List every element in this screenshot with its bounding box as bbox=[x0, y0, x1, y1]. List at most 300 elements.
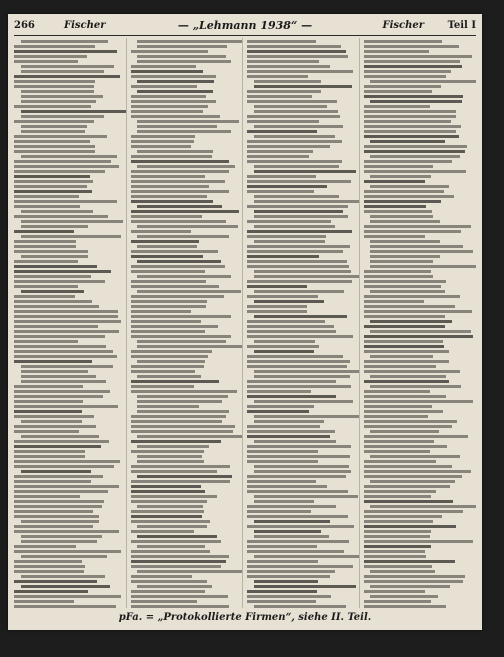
entry-line bbox=[21, 70, 104, 73]
entry-line bbox=[14, 335, 105, 338]
entry-line bbox=[364, 470, 471, 473]
entry-line bbox=[254, 465, 349, 468]
entry-line bbox=[137, 205, 222, 208]
running-header bbox=[14, 18, 476, 34]
entry-line bbox=[131, 215, 202, 218]
entry-line bbox=[247, 360, 350, 363]
entry-line bbox=[21, 90, 94, 93]
entry-line bbox=[131, 50, 209, 53]
entry-line bbox=[370, 385, 461, 388]
entry-line bbox=[247, 325, 334, 328]
entry-line bbox=[131, 295, 224, 298]
entry-line bbox=[247, 50, 346, 53]
entry-line bbox=[131, 110, 203, 113]
entry-column-3 bbox=[247, 38, 360, 608]
entry-column-2 bbox=[131, 38, 244, 608]
entry-line bbox=[247, 265, 349, 268]
entry-line bbox=[364, 395, 447, 398]
entry-line bbox=[364, 105, 430, 108]
entry-line bbox=[14, 515, 99, 518]
entry-line bbox=[247, 445, 351, 448]
entry-line bbox=[137, 60, 231, 63]
entry-line bbox=[131, 135, 196, 138]
entry-line bbox=[131, 310, 191, 313]
entry-line bbox=[14, 530, 119, 533]
entry-line bbox=[370, 355, 433, 358]
entry-line bbox=[21, 130, 86, 133]
entry-line bbox=[131, 210, 239, 213]
entry-line bbox=[247, 55, 348, 58]
entry-line bbox=[364, 545, 431, 548]
entry-line bbox=[137, 120, 239, 123]
entry-line bbox=[131, 430, 234, 433]
entry-line bbox=[137, 125, 217, 128]
entry-line bbox=[14, 45, 95, 48]
entry-line bbox=[21, 225, 89, 228]
entry-line bbox=[131, 355, 209, 358]
entry-line bbox=[364, 605, 447, 608]
entry-line bbox=[364, 85, 441, 88]
entry-line bbox=[14, 315, 118, 318]
entry-line bbox=[14, 410, 82, 413]
entry-line bbox=[370, 430, 439, 433]
entry-line bbox=[14, 480, 91, 483]
entry-line bbox=[364, 170, 467, 173]
entry-line bbox=[364, 540, 473, 543]
entry-line bbox=[364, 390, 430, 393]
entry-line bbox=[364, 580, 463, 583]
entry-line bbox=[247, 505, 336, 508]
entry-line bbox=[14, 415, 94, 418]
entry-line bbox=[254, 340, 315, 343]
entry-line bbox=[247, 150, 313, 153]
entry-line bbox=[247, 260, 347, 263]
entry-line bbox=[364, 485, 450, 488]
entry-line bbox=[364, 475, 462, 478]
entry-line bbox=[364, 345, 445, 348]
entry-line bbox=[131, 195, 208, 198]
entry-line bbox=[247, 480, 316, 483]
entry-line bbox=[14, 605, 116, 608]
entry-line bbox=[370, 375, 446, 378]
entry-line bbox=[14, 280, 105, 283]
entry-line bbox=[364, 590, 426, 593]
entry-line bbox=[131, 420, 223, 423]
entry-line bbox=[14, 490, 108, 493]
entry-line bbox=[247, 175, 316, 178]
entry-line bbox=[364, 200, 441, 203]
entry-line bbox=[137, 410, 229, 413]
page-number: 266 bbox=[14, 20, 35, 31]
entry-line bbox=[131, 380, 220, 383]
entry-line bbox=[14, 300, 92, 303]
entry-line bbox=[254, 520, 331, 523]
entry-line bbox=[254, 470, 351, 473]
entry-line bbox=[131, 425, 235, 428]
entry-line bbox=[21, 555, 108, 558]
entry-line bbox=[14, 150, 95, 153]
entry-line bbox=[364, 50, 429, 53]
entry-line bbox=[247, 385, 351, 388]
entry-line bbox=[247, 330, 336, 333]
entry-line bbox=[254, 290, 345, 293]
entry-line bbox=[370, 215, 433, 218]
entry-line bbox=[364, 435, 469, 438]
entry-line bbox=[14, 205, 80, 208]
entry-line bbox=[247, 560, 318, 563]
entry-line bbox=[247, 450, 318, 453]
entry-line bbox=[247, 345, 319, 348]
entry-line bbox=[247, 485, 327, 488]
entry-line bbox=[247, 40, 316, 43]
entry-line bbox=[131, 580, 208, 583]
entry-line bbox=[14, 185, 87, 188]
entry-line bbox=[247, 550, 344, 553]
entry-line bbox=[14, 295, 75, 298]
entry-line bbox=[254, 270, 351, 273]
entry-line bbox=[247, 100, 337, 103]
entry-line bbox=[21, 255, 89, 258]
entry-line bbox=[364, 125, 461, 128]
entry-line bbox=[131, 170, 230, 173]
footer-note: pFa. = „Protokollierte Firmen“, siehe II. Teil. bbox=[118, 612, 372, 623]
entry-line bbox=[247, 395, 336, 398]
entry-line bbox=[137, 505, 203, 508]
entry-line bbox=[131, 465, 231, 468]
entry-line bbox=[131, 565, 222, 568]
entry-line bbox=[14, 135, 107, 138]
entry-line bbox=[131, 450, 204, 453]
entry-line bbox=[137, 165, 234, 168]
entry-line bbox=[14, 325, 98, 328]
entry-line bbox=[254, 440, 336, 443]
entry-line bbox=[254, 420, 324, 423]
entry-columns bbox=[14, 38, 476, 608]
entry-line bbox=[364, 130, 457, 133]
header-section-label: Teil I bbox=[447, 20, 476, 31]
entry-line bbox=[254, 225, 335, 228]
entry-line bbox=[131, 280, 207, 283]
entry-line bbox=[14, 80, 95, 83]
entry-line bbox=[137, 340, 226, 343]
entry-line bbox=[364, 310, 472, 313]
entry-line bbox=[364, 160, 452, 163]
entry-line bbox=[370, 155, 460, 158]
entry-line bbox=[21, 95, 103, 98]
entry-line bbox=[21, 420, 82, 423]
entry-line bbox=[131, 105, 209, 108]
entry-line bbox=[131, 530, 195, 533]
entry-line bbox=[364, 65, 462, 68]
entry-line bbox=[131, 320, 201, 323]
entry-line bbox=[21, 210, 93, 213]
entry-line bbox=[247, 410, 309, 413]
entry-line bbox=[14, 350, 113, 353]
entry-line bbox=[247, 185, 327, 188]
entry-line bbox=[364, 495, 431, 498]
entry-line bbox=[131, 285, 220, 288]
entry-line bbox=[247, 525, 354, 528]
entry-line bbox=[364, 295, 460, 298]
entry-line bbox=[247, 120, 319, 123]
entry-line bbox=[21, 365, 113, 368]
entry-line bbox=[247, 45, 341, 48]
entry-line bbox=[14, 285, 78, 288]
entry-line bbox=[131, 365, 204, 368]
entry-line bbox=[14, 400, 83, 403]
entry-line bbox=[131, 515, 202, 518]
entry-line bbox=[247, 295, 318, 298]
entry-line bbox=[21, 375, 97, 378]
entry-line bbox=[14, 215, 108, 218]
entry-line bbox=[364, 555, 427, 558]
entry-line bbox=[137, 360, 205, 363]
entry-line bbox=[21, 470, 91, 473]
entry-line bbox=[137, 435, 243, 438]
entry-line bbox=[247, 515, 348, 518]
entry-line bbox=[364, 500, 454, 503]
entry-line bbox=[137, 395, 228, 398]
entry-line bbox=[364, 600, 431, 603]
entry-line bbox=[247, 190, 314, 193]
entry-line bbox=[370, 290, 445, 293]
entry-line bbox=[14, 405, 118, 408]
entry-line bbox=[247, 115, 340, 118]
entry-line bbox=[14, 445, 101, 448]
entry-line bbox=[364, 280, 447, 283]
entry-line bbox=[131, 370, 196, 373]
entry-line bbox=[247, 425, 320, 428]
entry-line bbox=[14, 595, 121, 598]
entry-line bbox=[370, 570, 435, 573]
entry-line bbox=[14, 495, 80, 498]
entry-line bbox=[14, 160, 111, 163]
entry-line bbox=[247, 230, 352, 233]
entry-line bbox=[131, 255, 203, 258]
entry-line bbox=[254, 215, 348, 218]
entry-line bbox=[254, 555, 360, 558]
entry-line bbox=[131, 555, 230, 558]
entry-line bbox=[21, 290, 85, 293]
entry-line bbox=[131, 265, 225, 268]
entry-line bbox=[131, 305, 207, 308]
entry-line bbox=[14, 195, 79, 198]
entry-line bbox=[21, 435, 100, 438]
entry-line bbox=[370, 260, 433, 263]
entry-line bbox=[247, 65, 330, 68]
entry-line bbox=[364, 285, 441, 288]
entry-line bbox=[14, 560, 82, 563]
entry-line bbox=[131, 160, 230, 163]
entry-line bbox=[364, 450, 430, 453]
entry-line bbox=[131, 605, 230, 608]
entry-line bbox=[131, 175, 205, 178]
entry-line bbox=[254, 165, 339, 168]
entry-line bbox=[14, 75, 120, 78]
entry-line bbox=[137, 445, 209, 448]
entry-line bbox=[364, 365, 437, 368]
entry-line bbox=[14, 580, 97, 583]
header-keyword-right: Fischer bbox=[382, 20, 424, 31]
entry-line bbox=[364, 340, 444, 343]
entry-line bbox=[370, 585, 450, 588]
entry-line bbox=[131, 270, 205, 273]
entry-line bbox=[14, 360, 92, 363]
entry-line bbox=[247, 595, 331, 598]
entry-line bbox=[370, 320, 452, 323]
entry-line bbox=[14, 275, 91, 278]
entry-line bbox=[247, 180, 351, 183]
entry-line bbox=[21, 585, 111, 588]
entry-line bbox=[254, 125, 344, 128]
entry-line bbox=[21, 380, 106, 383]
entry-line bbox=[364, 40, 442, 43]
entry-line bbox=[131, 330, 205, 333]
entry-line bbox=[364, 325, 446, 328]
entry-line bbox=[247, 70, 353, 73]
entry-line bbox=[21, 125, 88, 128]
entry-line bbox=[364, 305, 456, 308]
entry-line bbox=[247, 455, 350, 458]
entry-line bbox=[14, 250, 88, 253]
entry-line bbox=[247, 285, 307, 288]
entry-line bbox=[247, 320, 325, 323]
header-title: — „Lehmann 1938“ — bbox=[177, 19, 313, 32]
entry-line bbox=[137, 525, 207, 528]
entry-line bbox=[14, 55, 87, 58]
entry-line bbox=[131, 415, 226, 418]
entry-line bbox=[247, 540, 349, 543]
entry-line bbox=[14, 270, 111, 273]
entry-line bbox=[254, 375, 350, 378]
entry-line bbox=[131, 495, 218, 498]
header-keyword-left: Fischer bbox=[64, 20, 106, 31]
entry-line bbox=[254, 495, 358, 498]
entry-line bbox=[131, 220, 226, 223]
entry-line bbox=[21, 40, 109, 43]
entry-line bbox=[364, 315, 446, 318]
entry-line bbox=[137, 405, 199, 408]
entry-line bbox=[14, 395, 103, 398]
entry-line bbox=[364, 575, 466, 578]
entry-line bbox=[364, 380, 449, 383]
entry-line bbox=[131, 350, 212, 353]
entry-column-4 bbox=[364, 38, 477, 608]
entry-line bbox=[14, 390, 110, 393]
entry-line bbox=[247, 75, 308, 78]
entry-line bbox=[247, 335, 353, 338]
entry-line bbox=[14, 510, 93, 513]
entry-line bbox=[247, 565, 353, 568]
entry-line bbox=[370, 80, 476, 83]
entry-line bbox=[131, 590, 205, 593]
entry-line bbox=[14, 565, 85, 568]
entry-line bbox=[14, 545, 76, 548]
entry-line bbox=[370, 245, 463, 248]
entry-line bbox=[137, 80, 214, 83]
entry-line bbox=[131, 480, 231, 483]
entry-line bbox=[254, 585, 357, 588]
entry-line bbox=[14, 85, 94, 88]
entry-line bbox=[14, 460, 120, 463]
entry-line bbox=[21, 235, 122, 238]
entry-line bbox=[247, 255, 319, 258]
entry-line bbox=[364, 425, 452, 428]
entry-line bbox=[137, 150, 213, 153]
entry-line bbox=[247, 570, 335, 573]
entry-line bbox=[364, 370, 460, 373]
entry-line bbox=[364, 235, 426, 238]
entry-line bbox=[247, 475, 346, 478]
entry-line bbox=[131, 575, 192, 578]
entry-line bbox=[137, 400, 222, 403]
entry-line bbox=[254, 370, 360, 373]
entry-line bbox=[364, 525, 457, 528]
entry-line bbox=[131, 85, 198, 88]
entry-line bbox=[14, 175, 90, 178]
entry-line bbox=[364, 70, 451, 73]
entry-line bbox=[131, 190, 230, 193]
entry-line bbox=[364, 55, 472, 58]
entry-line bbox=[370, 140, 445, 143]
entry-line bbox=[131, 520, 211, 523]
entry-line bbox=[14, 190, 92, 193]
entry-line bbox=[364, 490, 437, 493]
entry-line bbox=[137, 290, 241, 293]
entry-line bbox=[364, 440, 435, 443]
entry-line bbox=[14, 170, 105, 173]
entry-line bbox=[131, 560, 226, 563]
entry-line bbox=[131, 500, 208, 503]
entry-line bbox=[14, 450, 85, 453]
entry-line bbox=[364, 75, 447, 78]
entry-line bbox=[14, 60, 78, 63]
entry-line bbox=[254, 275, 360, 278]
entry-line bbox=[14, 230, 74, 233]
entry-line bbox=[364, 445, 448, 448]
entry-line bbox=[364, 460, 437, 463]
entry-line bbox=[254, 415, 360, 418]
entry-line bbox=[254, 400, 354, 403]
entry-line bbox=[21, 370, 89, 373]
entry-line bbox=[364, 360, 449, 363]
entry-line bbox=[131, 240, 200, 243]
entry-line bbox=[247, 435, 330, 438]
entry-line bbox=[254, 195, 339, 198]
entry-line bbox=[137, 545, 205, 548]
entry-line bbox=[370, 505, 476, 508]
entry-line bbox=[370, 175, 431, 178]
entry-line bbox=[247, 145, 330, 148]
entry-line bbox=[247, 250, 343, 253]
entry-line bbox=[364, 195, 455, 198]
entry-line bbox=[137, 235, 229, 238]
entry-line bbox=[364, 95, 463, 98]
entry-line bbox=[364, 465, 452, 468]
entry-line bbox=[131, 440, 222, 443]
entry-line bbox=[370, 330, 471, 333]
entry-line bbox=[14, 165, 119, 168]
entry-line bbox=[247, 460, 318, 463]
entry-line bbox=[364, 180, 426, 183]
entry-line bbox=[14, 600, 74, 603]
entry-line bbox=[247, 490, 348, 493]
entry-line bbox=[131, 70, 203, 73]
entry-line bbox=[131, 65, 197, 68]
entry-line bbox=[131, 315, 232, 318]
entry-line bbox=[364, 520, 434, 523]
entry-line bbox=[131, 470, 218, 473]
